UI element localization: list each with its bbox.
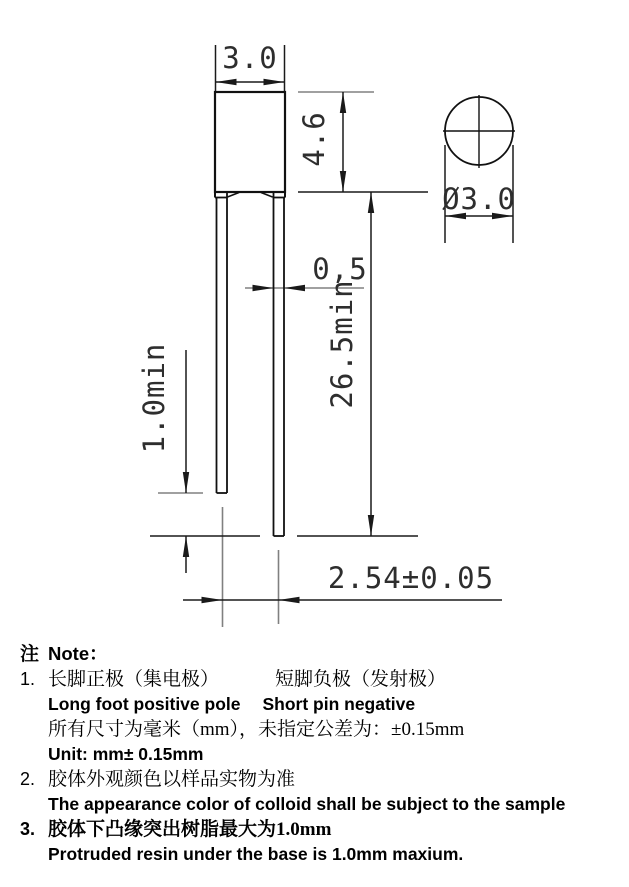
note1-zh-b: 短脚负极（发射极）	[275, 669, 447, 690]
flange-chamfer-right	[261, 193, 273, 198]
note1-dims-row	[20, 717, 618, 742]
note-header-row	[20, 641, 618, 667]
left-lead	[217, 193, 228, 494]
label-diameter: Ø3.0	[442, 182, 516, 216]
note3-zh: 胶体下凸缘突出树脂最大为1.0mm	[48, 819, 332, 840]
arrow-leadlen-bottom	[368, 515, 374, 536]
note2-zh-row	[20, 767, 618, 792]
label-lead-pitch: 2.54±0.05	[327, 561, 495, 595]
note1-zh-row	[20, 667, 618, 692]
arrow-leadwidth-left	[253, 285, 274, 291]
label-body-height: 4.6	[297, 111, 331, 167]
note3-en-row	[20, 842, 618, 867]
notes-section	[20, 641, 618, 867]
flange-chamfer-left	[228, 193, 240, 198]
note1-en	[48, 692, 618, 717]
note1-en-unit: Unit: mm± 0.15mm	[48, 744, 204, 764]
label-lead-length: 26.5min	[325, 279, 359, 409]
note1-zh-a: 长脚正极（集电极）	[48, 669, 220, 690]
note3-zh-row	[20, 817, 618, 842]
label-lead-width: 0,5	[312, 252, 368, 286]
right-lead	[274, 193, 285, 537]
arrow-pitch-left	[202, 597, 223, 603]
note-marker-zh: 注	[20, 644, 40, 665]
arrow-pitch-right	[279, 597, 300, 603]
note1-en-b: Short pin negative	[262, 694, 416, 714]
note2-en: The appearance color of colloid shall be subject to the sample	[48, 794, 566, 814]
arrow-leadwidth-right	[284, 285, 305, 291]
note2-zh: 胶体外观颜色以样品实物为准	[48, 769, 296, 790]
note1-zh	[48, 667, 618, 692]
note1-number: 1.	[20, 669, 36, 689]
note1-en-row	[20, 692, 618, 717]
arrow-width-left	[216, 79, 237, 85]
note3-en: Protruded resin under the base is 1.0mm maxium.	[48, 844, 464, 864]
arrow-leadlen-top	[368, 192, 374, 213]
arrow-height-top	[340, 92, 346, 113]
label-short-lead: 1.0min	[137, 342, 171, 454]
arrow-width-right	[264, 79, 285, 85]
arrow-shortpin-down	[183, 472, 189, 493]
note-marker-en: Note：	[48, 643, 108, 664]
led-body	[215, 92, 285, 192]
note3-number: 3.	[20, 819, 36, 839]
note2-number: 2.	[20, 769, 36, 789]
arrow-shortpin-up	[183, 536, 189, 557]
note1-en-a: Long foot positive pole	[48, 694, 241, 714]
note2-en-row	[20, 792, 618, 817]
led-outline	[215, 92, 515, 536]
note1-zh-dims: 所有尺寸为毫米（mm），未指定公差为：±0.15mm	[48, 719, 465, 740]
label-width-top: 3.0	[222, 41, 278, 75]
note1-unit-row	[20, 742, 618, 767]
arrow-height-bottom	[340, 171, 346, 192]
